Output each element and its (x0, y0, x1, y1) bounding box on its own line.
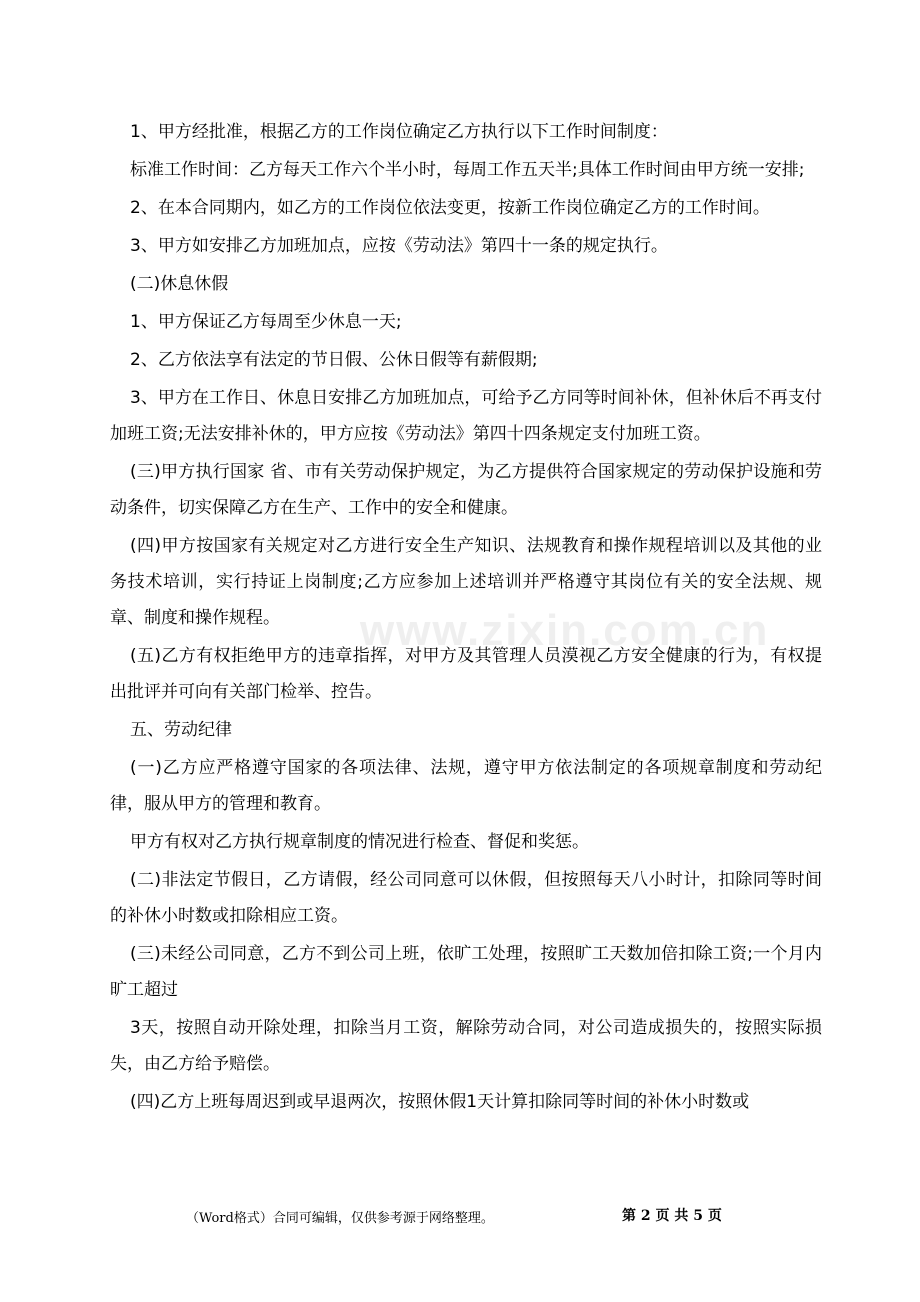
paragraph: 2、乙方依法享有法定的节日假、公休日假等有薪假期; (130, 350, 538, 370)
page-number: 第 2 页 共 5 页 (622, 1208, 722, 1224)
paragraph: (五)乙方有权拒绝甲方的违章指挥，对甲方及其管理人员漠视乙方安全健康的行为，有权提出批评并可向有关部门检举、控告。 (110, 646, 822, 702)
paragraph: (二)非法定节假日，乙方请假，经公司同意可以休假，但按照每天八小时计，扣除同等时间的补休小时数或扣除相应工资。 (110, 870, 822, 926)
paragraph: 2、在本合同期内，如乙方的工作岗位依法变更，按新工作岗位确定乙方的工作时间。 (130, 198, 770, 218)
paragraph: (四)乙方上班每周迟到或早退两次，按照休假1天计算扣除同等时间的补休小时数或 (130, 1092, 750, 1112)
paragraph: 标准工作时间：乙方每天工作六个半小时，每周工作五天半;具体工作时间由甲方统一安排; (130, 160, 805, 180)
document-body (110, 114, 822, 1122)
paragraph: 1、甲方经批准，根据乙方的工作岗位确定乙方执行以下工作时间制度： (130, 122, 668, 142)
paragraph: 甲方有权对乙方执行规章制度的情况进行检查、督促和奖惩。 (130, 832, 589, 852)
paragraph: 1、甲方保证乙方每周至少休息一天; (130, 312, 402, 332)
section-heading: (二)休息休假 (130, 274, 229, 294)
footer-note: （Word格式）合同可编辑，仅供参考源于网络整理。 (186, 1211, 494, 1226)
paragraph: 3、甲方在工作日、休息日安排乙方加班加点，可给予乙方同等时间补休，但补休后不再支付加班工资;无法安排补休的，甲方应按《劳动法》第四十四条规定支付加班工资。 (110, 388, 822, 444)
paragraph: (四)甲方按国家有关规定对乙方进行安全生产知识、法规教育和操作规程培训以及其他的业务技术培训，实行持证上岗制度;乙方应参加上述培训并严格遵守其岗位有关的安全法规、规章、制度和操作规程。 (110, 536, 822, 628)
paragraph: (三)甲方执行国家 省、市有关劳动保护规定，为乙方提供符合国家规定的劳动保护设施和劳动条件，切实保障乙方在生产、工作中的安全和健康。 (110, 462, 822, 518)
watermark: www.zixin.com.cn (360, 606, 770, 655)
paragraph: (三)未经公司同意，乙方不到公司上班，依旷工处理，按照旷工天数加倍扣除工资;一个月内旷工超过 (110, 944, 822, 1000)
paragraph: 3天，按照自动开除处理，扣除当月工资，解除劳动合同，对公司造成损失的，按照实际损失，由乙方给予赔偿。 (110, 1018, 822, 1074)
section-heading: 五、劳动纪律 (130, 720, 232, 740)
paragraph: (一)乙方应严格遵守国家的各项法律、法规，遵守甲方依法制定的各项规章制度和劳动纪律，服从甲方的管理和教育。 (110, 758, 822, 814)
paragraph: 3、甲方如安排乙方加班加点，应按《劳动法》第四十一条的规定执行。 (130, 236, 668, 256)
